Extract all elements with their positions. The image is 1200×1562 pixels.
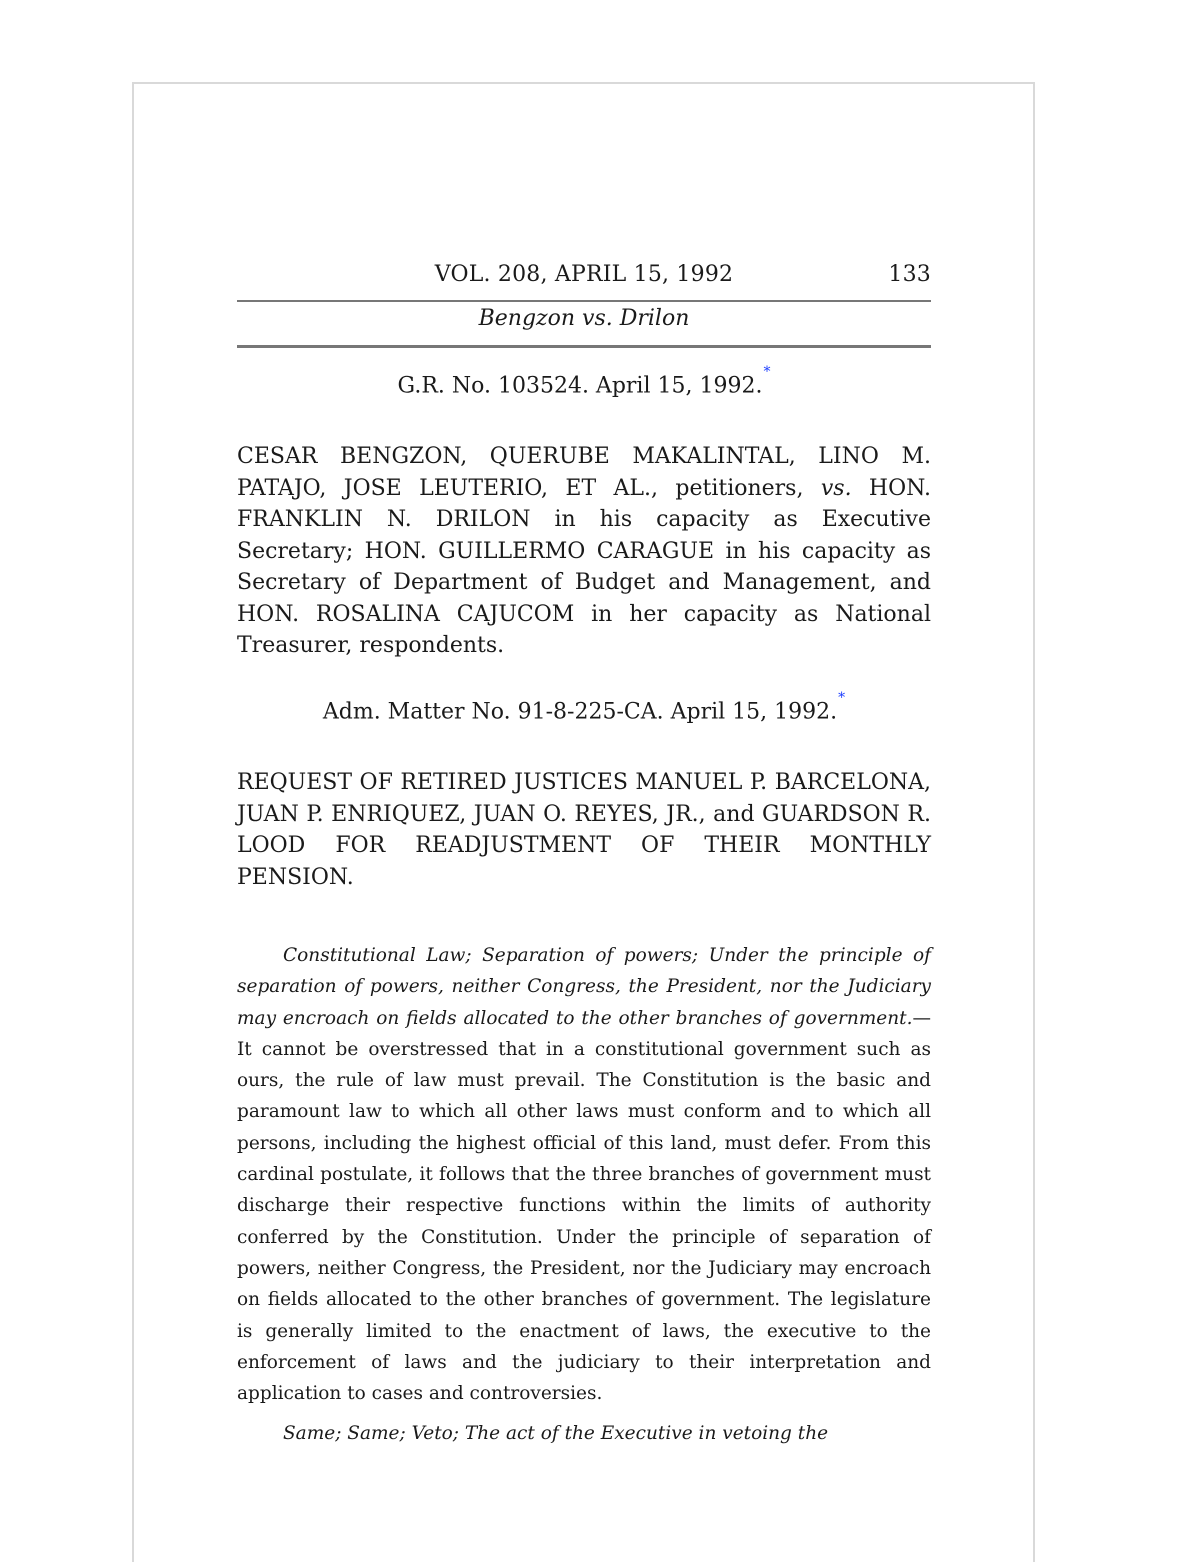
running-header bbox=[237, 262, 931, 292]
case1-parties bbox=[237, 441, 931, 662]
case2-number-line bbox=[237, 690, 931, 725]
syllabus-1-heading: Constitutional Law; Separation of powers; Under the principle of separation of powers, neither Congress, the President, nor the Judiciary may encroach on fields allocated to the other branches of government. bbox=[237, 945, 931, 1029]
volume-line: VOL. 208, APRIL 15, 1992 bbox=[434, 262, 734, 287]
header-rule-bottom bbox=[237, 345, 931, 348]
syllabus-2-heading: Same; Same; Veto; The act of the Executive in vetoing the bbox=[283, 1423, 829, 1445]
case2-parties: REQUEST OF RETIRED JUSTICES MANUEL P. BARCELONA, JUAN P. ENRIQUEZ, JUAN O. REYES, JR., and GUARDSON R. LOOD FOR READJUSTMENT OF THEIR MONTHLY PENSION. bbox=[237, 770, 931, 890]
syllabus-1-text: —It cannot be overstressed that in a constitutional government such as ours, the rule of law must prevail. The Constitution is the basic and paramount law to which all other laws must conform and to which all persons, including the highest official of this land, must defer. From this cardinal postulate, it follows that the three branches of government must discharge their respective functions within the limits of authority conferred by the Constitution. Under the principle of separation of powers, neither Congress, the President, nor the Judiciary may encroach on fields allocated to the other branches of government. The legislature is generally limited to the enactment of laws, the executive to the enforcement of laws and the judiciary to their interpretation and application to cases and controversies. bbox=[237, 1007, 931, 1405]
case-title: Bengzon vs. Drilon bbox=[478, 306, 690, 331]
header-rule-top bbox=[237, 300, 931, 302]
case2-number: Adm. Matter No. 91-8-225-CA. April 15, 1992. bbox=[322, 699, 838, 725]
syllabus bbox=[237, 940, 931, 1450]
case2-footnote-link[interactable]: * bbox=[838, 690, 846, 706]
case1-vs: vs. bbox=[820, 475, 852, 501]
case1-parties-respondents: HON. FRANKLIN N. DRILON in his capacity as Executive Secretary; HON. GUILLERMO CARAGUE in his capacity as Secretary of Department of Budget and Management, and HON. ROSALINA CAJUCOM in her capacity as National Treasurer, respondents. bbox=[237, 475, 931, 658]
case1-number: G.R. No. 103524. April 15, 1992. bbox=[397, 373, 763, 399]
syllabus-paragraph-2 bbox=[237, 1418, 931, 1449]
case1-footnote-link[interactable]: * bbox=[763, 364, 771, 380]
page-number: 133 bbox=[888, 262, 931, 287]
case1-parties-petitioners: CESAR BENGZON, QUERUBE MAKALINTAL, LINO M. PATAJO, JOSE LEUTERIO, ET AL., petitioners, bbox=[237, 444, 931, 501]
case1-number-line bbox=[237, 364, 931, 399]
syllabus-paragraph-1 bbox=[237, 940, 931, 1409]
